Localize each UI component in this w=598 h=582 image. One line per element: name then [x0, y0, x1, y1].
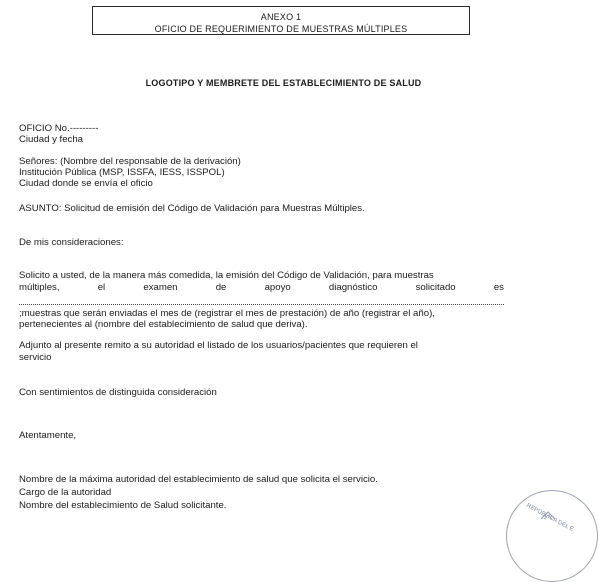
subject-line: ASUNTO: Solicitud de emisión del Código de Validación para Muestras Múltiples.	[19, 203, 365, 214]
institution-line: Institución Pública (MSP, ISSFA, IESS, ISSPOL)	[19, 167, 225, 178]
fill-in-dotted-line	[19, 294, 504, 305]
word: apoyo	[264, 282, 291, 293]
word: diagnóstico	[328, 282, 378, 293]
sign-off: Atentamente,	[19, 430, 77, 441]
annex-label: ANEXO 1	[260, 12, 302, 22]
word: el	[97, 282, 106, 293]
logo-letterhead-title: LOGOTIPO Y MEMBRETE DEL ESTABLECIMIENTO DE SALUD	[145, 78, 422, 88]
destination-city-line: Ciudad donde se envía el oficio	[19, 178, 153, 189]
paragraph1-line5: pertenecientes al (nombre del establecimiento de salud que deriva).	[19, 319, 308, 330]
word: de	[215, 282, 227, 293]
signatory-name: Nombre de la máxima autoridad del establecimiento de salud que solicita el servicio.	[19, 474, 378, 485]
paragraph2-line1: Adjunto al presente remito a su autoridad el listado de los usuarios/pacientes que requieren el	[19, 340, 418, 351]
annex-title: OFICIO DE REQUERIMIENTO DE MUESTRAS MÚLTIPLES	[154, 24, 408, 34]
annex-header-box	[92, 6, 470, 35]
seal-emblem-icon	[540, 510, 556, 520]
paragraph1-line1: Solicito a usted, de la manera más comedida, la emisión del Código de Validación, para muestras	[19, 270, 434, 281]
official-seal-stamp	[506, 490, 598, 582]
city-date: Ciudad y fecha	[19, 134, 83, 145]
salutation: De mis consideraciones:	[19, 237, 124, 248]
signatory-institution: Nombre del establecimiento de Salud solicitante.	[19, 500, 227, 511]
word: examen	[143, 282, 178, 293]
word: solicitado	[415, 282, 456, 293]
addressee-line: Señores: (Nombre del responsable de la derivación)	[19, 156, 241, 167]
oficio-number: OFICIO No.---------	[19, 123, 99, 134]
seal-text: REPÚBLICA DEL E	[525, 503, 575, 533]
paragraph1-line2	[19, 282, 504, 294]
paragraph1-line4: ;muestras que serán enviadas el mes de (registrar el mes de prestación) de año (registrar el año),	[19, 308, 435, 319]
word: es	[493, 282, 504, 293]
signatory-position: Cargo de la autoridad	[19, 487, 112, 498]
closing-phrase: Con sentimientos de distinguida consideración	[19, 387, 217, 398]
word: múltiples,	[19, 282, 60, 293]
paragraph2-line2: servicio	[19, 352, 52, 363]
